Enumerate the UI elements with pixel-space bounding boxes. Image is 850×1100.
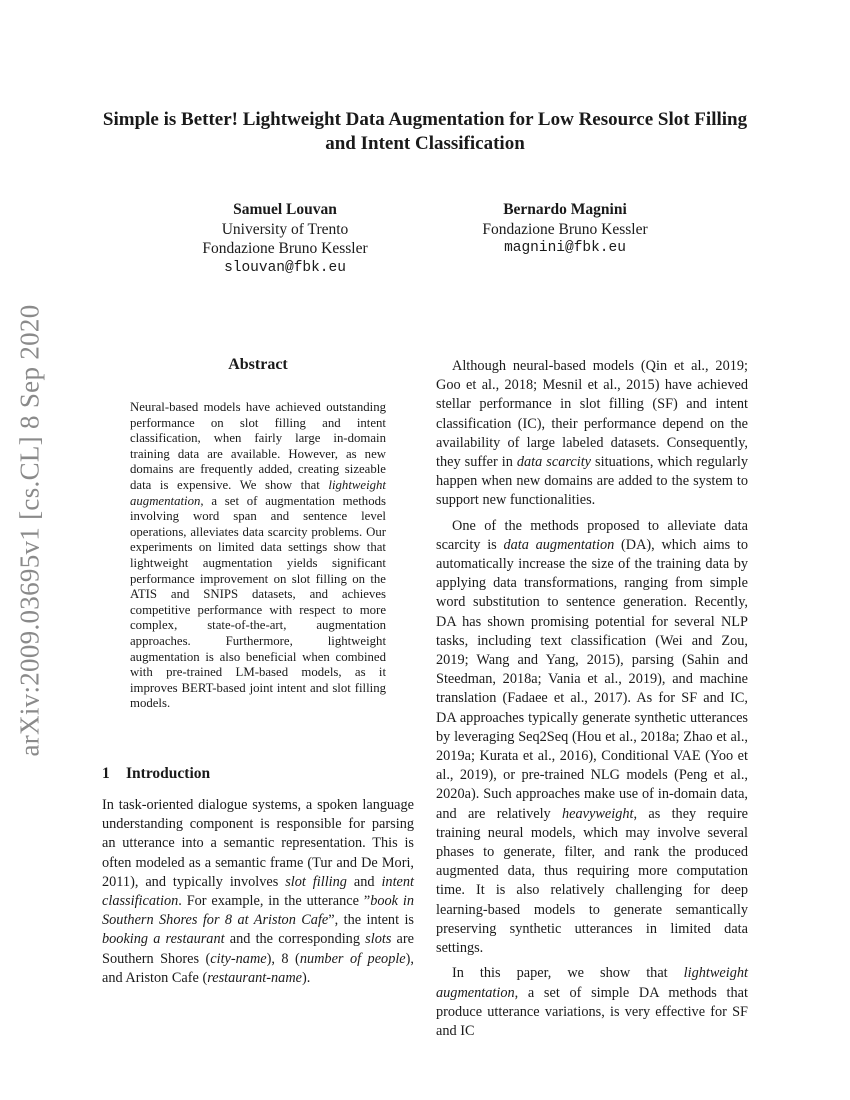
paragraph: In task-oriented dialogue systems, a spoken language understanding component is responsible for parsing an utterance into a semantic representation. This is often modeled as a semantic frame (Tur and De Mori, 2011), and typically involves slot filling and intent classification. For example, in the utterance ”book in Southern Shores for 8 at Ariston Cafe”, the intent is booking a restaurant and the corresponding slots are Southern Shores (city-name), 8 (number of people), and Ariston Cafe (restaurant-name). [102,797,415,986]
author-block-1 [155,200,415,278]
paragraph: One of the methods proposed to alleviate data scarcity is data augmentation (DA), which aims to automatically increase the size of the training data by applying data transformations, ranging from simple word substitution to sentence generation. Recently, DA has shown promising potential for several NLP tasks, including text classification (Wei and Zou, 2019; Wang and Yang, 2015), parsing (Sahin and Steedman, 2018a; Vania et al., 2019), and machine translation (Fadaee et al., 2017). As for SF and IC, DA approaches typically generate synthetic utterances by leveraging Seq2Seq (Hou et al., 2018a; Zhao et al., 2019a; Kurata et al., 2016), Conditional VAE (Yoo et al., 2019), or pre-trained NLG models (Peng et al., 2020a). Such approaches make use of in-domain data, and are relatively heavyweight, as they require training neural models, which may involve several phases to generate, filter, and rank the produced augmented data, thus requiring more computation time. It is also relatively challenging for deep learning-based models to generate semantically preserving synthetic utterances in limited data settings. [436,517,748,957]
arxiv-sidebar-stamp: arXiv:2009.03695v1 [cs.CL] 8 Sep 2020 [14,304,45,757]
section-number: 1 [102,765,110,782]
right-column-body [436,357,748,1041]
paragraph: Although neural-based models (Qin et al., 2019; Goo et al., 2018; Mesnil et al., 2015) have achieved stellar performance in slot filling (SF) and intent classification (IC), their performance depend on the availability of large labeled datasets. Consequently, they suffer in data scarcity situations, which regularly happen when new domains are added to the system to support new functionalities. [436,358,749,509]
author-affiliation: Fondazione Bruno Kessler [202,240,368,257]
section-title: Introduction [126,765,211,782]
author-name: Bernardo Magnini [503,201,627,218]
abstract-text: Neural-based models have achieved outstanding performance on slot filling and intent classification, when fairly large in-domain training data are available. However, as new domains are frequently added, creating sizeable data is expensive. We show that lightweight augmentation, a set of augmentation methods involving word span and sentence level operations, alleviates data scarcity problems. Our experiments on limited data settings show that lightweight augmentation yields significant performance improvement on slot filling on the ATIS and SNIPS datasets, and achieves competitive performance with respect to more complex, state-of-the-art, augmentation approaches. Furthermore, lightweight augmentation is also beneficial when combined with pre-trained LM-based models, as it improves BERT-based joint intent and slot filling models. [130,400,386,711]
author-affiliation: University of Trento [221,220,349,238]
author-email: slouvan@fbk.eu [224,259,346,276]
left-column-body [102,796,414,988]
author-block-2 [435,200,695,259]
paper-title: Simple is Better! Lightweight Data Augmentation for Low Resource Slot Filling and Intent Classification [102,109,748,154]
author-affiliation: Fondazione Bruno Kessler [482,220,648,238]
section-heading-introduction [102,765,210,783]
paragraph: In this paper, we show that lightweight augmentation, a set of simple DA methods that produce utterance variations, is very effective for SF and IC [436,965,748,1039]
abstract-heading: Abstract [228,356,288,373]
author-email: magnini@fbk.eu [504,240,626,256]
author-name: Samuel Louvan [233,201,337,218]
